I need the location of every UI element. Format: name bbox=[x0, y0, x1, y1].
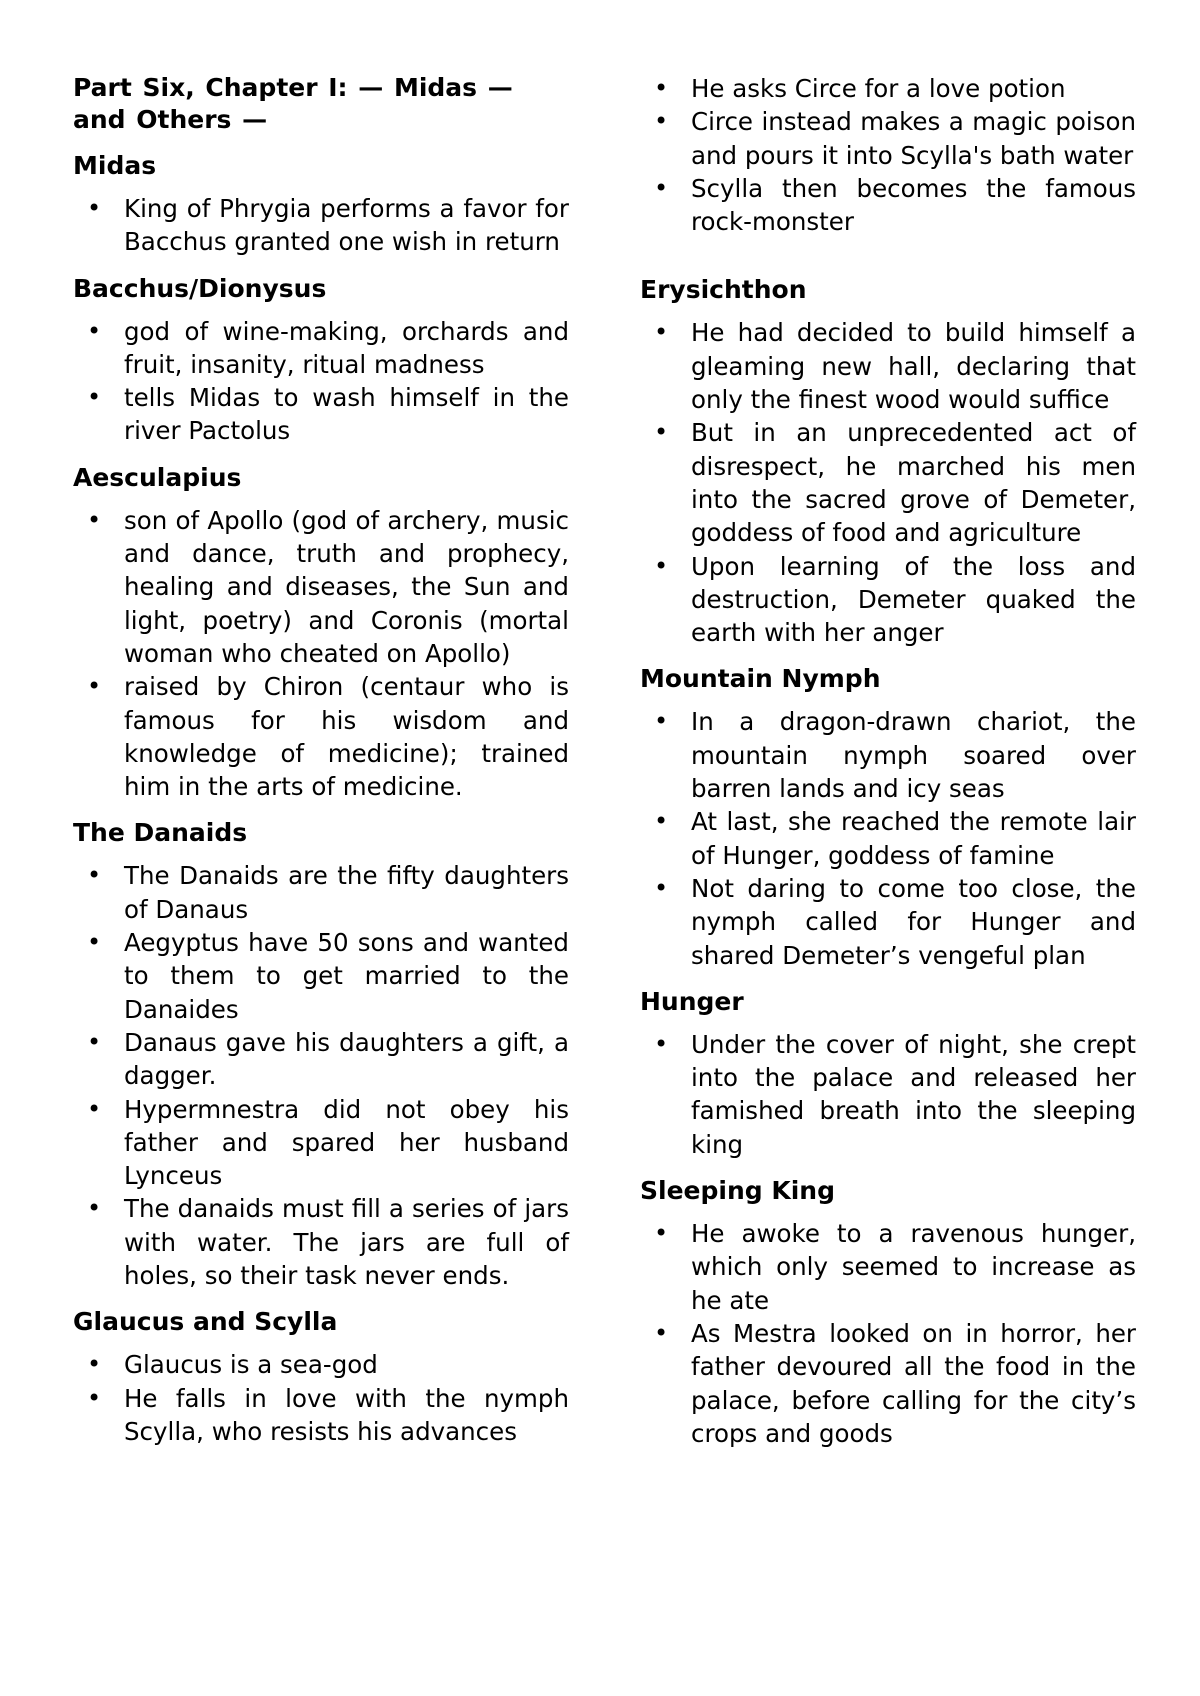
bullet-item: • He falls in love with the nymph Scylla, who resists his advances bbox=[73, 1382, 569, 1449]
bullet-list bbox=[640, 316, 1136, 649]
section-heading: Aesculapius bbox=[73, 462, 242, 492]
bullet-item: • raised by Chiron (centaur who is famous for his wisdom and knowledge of medicine); trained him in the arts of medicine. bbox=[73, 670, 569, 803]
bullet-list bbox=[640, 1217, 1136, 1450]
bullet-item: • He awoke to a ravenous hunger, which only seemed to increase as he ate bbox=[640, 1217, 1136, 1317]
bullet-item: • god of wine-making, orchards and fruit, insanity, ritual madness bbox=[73, 315, 569, 382]
bullet-item: • But in an unprecedented act of disrespect, he marched his men into the sacred grove of Demeter, goddess of food and agriculture bbox=[640, 416, 1136, 549]
section-heading: Midas bbox=[73, 151, 157, 180]
section-hunger bbox=[640, 986, 1136, 1161]
section-heading: Mountain Nymph bbox=[640, 664, 881, 694]
bullet-item: • The Danaids are the fifty daughters of Danaus bbox=[73, 859, 569, 926]
bullet-list bbox=[73, 859, 569, 1292]
section-heading: Hunger bbox=[640, 986, 744, 1016]
bullet-item: • King of Phrygia performs a favor for Bacchus granted one wish in return bbox=[73, 192, 569, 259]
section-heading: Bacchus/Dionysus bbox=[73, 273, 327, 303]
bullet-item: • In a dragon-drawn chariot, the mountain nymph soared over barren lands and icy seas bbox=[640, 705, 1136, 805]
section-midas bbox=[73, 150, 569, 259]
bullet-item: • He had decided to build himself a gleaming new hall, declaring that only the finest wood would suffice bbox=[640, 316, 1136, 416]
section-sleeping-king bbox=[640, 1175, 1136, 1450]
bullet-list bbox=[73, 504, 569, 804]
bullet-list bbox=[640, 705, 1136, 971]
bullet-item: • Aegyptus have 50 sons and wanted to them to get married to the Danaides bbox=[73, 926, 569, 1026]
section-erysichthon bbox=[640, 274, 1136, 649]
bullet-list bbox=[73, 315, 569, 448]
bullet-item: • tells Midas to wash himself in the river Pactolus bbox=[73, 381, 569, 448]
section-bacchus bbox=[73, 273, 569, 448]
bullet-item: • Hypermnestra did not obey his father and spared her husband Lynceus bbox=[73, 1093, 569, 1193]
section-danaids bbox=[73, 817, 569, 1292]
section-heading: Glaucus and Scylla bbox=[73, 1307, 338, 1337]
bullet-list bbox=[73, 192, 569, 259]
bullet-item: • At last, she reached the remote lair of Hunger, goddess of famine bbox=[640, 805, 1136, 872]
section-heading: Sleeping King bbox=[640, 1176, 835, 1206]
continued-bullet-list bbox=[640, 72, 1136, 238]
bullet-list bbox=[640, 1028, 1136, 1161]
bullet-item: • The danaids must fill a series of jars with water. The jars are full of holes, so their task never ends. bbox=[73, 1192, 569, 1292]
bullet-item: • Danaus gave his daughters a gift, a dagger. bbox=[73, 1026, 569, 1093]
bullet-item: • Not daring to come too close, the nymph called for Hunger and shared Demeter’s vengeful plan bbox=[640, 872, 1136, 972]
left-column bbox=[73, 72, 569, 1448]
bullet-item: • Glaucus is a sea-god bbox=[73, 1348, 569, 1381]
right-column bbox=[640, 72, 1136, 1450]
section-mountain-nymph bbox=[640, 663, 1136, 971]
section-glaucus-scylla bbox=[73, 1306, 569, 1448]
bullet-list bbox=[73, 1348, 569, 1448]
bullet-item: • Upon learning of the loss and destruction, Demeter quaked the earth with her anger bbox=[640, 550, 1136, 650]
bullet-item: • As Mestra looked on in horror, her father devoured all the food in the palace, before calling for the city’s crops and goods bbox=[640, 1317, 1136, 1450]
bullet-item: • Scylla then becomes the famous rock-monster bbox=[640, 172, 1136, 239]
section-heading: Erysichthon bbox=[640, 275, 807, 305]
document-title: Part Six, Chapter I: — Midas — and Others — bbox=[73, 73, 513, 134]
bullet-item: • Circe instead makes a magic poison and pours it into Scylla's bath water bbox=[640, 105, 1136, 172]
section-heading: The Danaids bbox=[73, 818, 248, 848]
bullet-item: • Under the cover of night, she crept into the palace and released her famished breath into the sleeping king bbox=[640, 1028, 1136, 1161]
section-aesculapius bbox=[73, 462, 569, 804]
bullet-item: • He asks Circe for a love potion bbox=[640, 72, 1136, 105]
bullet-item: • son of Apollo (god of archery, music and dance, truth and prophecy, healing and diseases, the Sun and light, poetry) and Coronis (mortal woman who cheated on Apollo) bbox=[73, 504, 569, 670]
